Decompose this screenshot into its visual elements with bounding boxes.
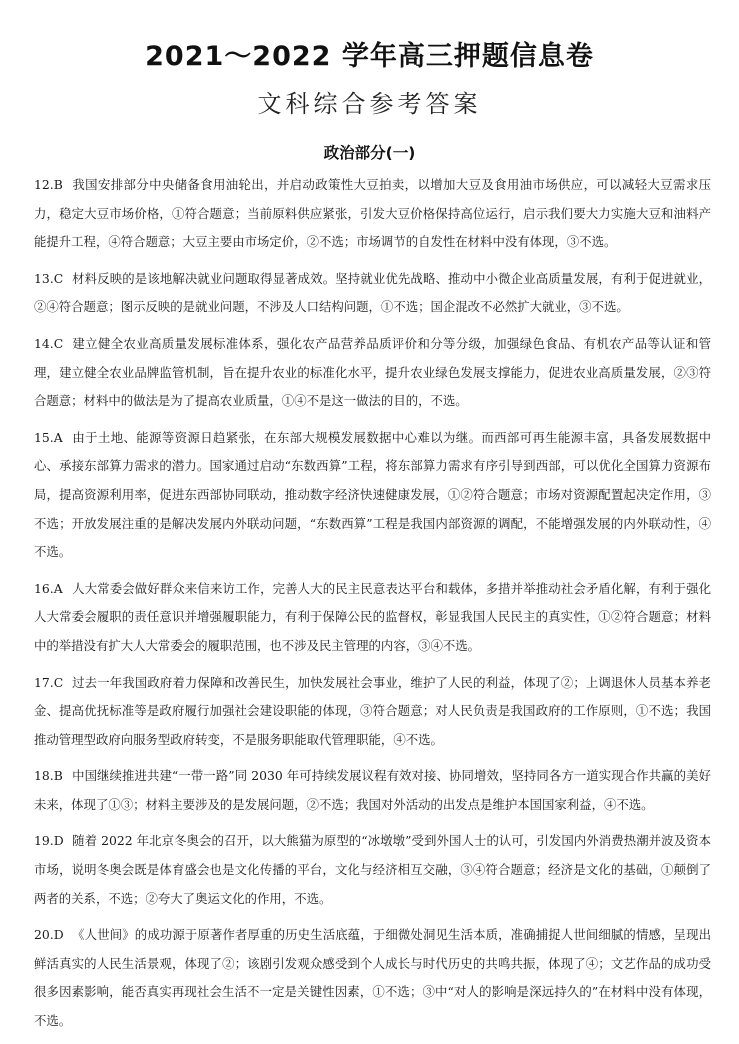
answer-explanation: 人大常委会做好群众来信来访工作，完善人大的民主民意表达平台和载体，多措并举推动社会矛盾化解，有利于强化人大常委会履职的责任意识并增强履职能力，有利于保障公民的监督权，彰显我国人民民主的真实性，①②符合题意；材料中的举措没有扩大人大常委会的履职范围，也不涉及民主管理的内容，③④不选。	[34, 580, 711, 653]
answer-list	[34, 171, 711, 1044]
answer-explanation: 中国继续推进共建“一带一路”同 2030 年可持续发展议程有效对接、协同增效，坚持同各方一道实现合作共赢的美好未来，体现了①③；材料主要涉及的是发展问题，②不选；我国对外活动的出发点是维护本国国家利益，④不选。	[34, 768, 711, 812]
answer-item	[34, 762, 711, 819]
answer-number: 19.D	[34, 833, 64, 849]
answer-item	[34, 265, 711, 322]
answer-explanation: 由于土地、能源等资源日趋紧张，在东部大规模发展数据中心难以为继。而西部可再生能源丰富，具备发展数据中心、承接东部算力需求的潜力。国家通过启动“东数西算”工程，将东部算力需求有序引导到西部，可以优化全国算力资源布局，提高资源利用率，促进东西部协同联动，推动数字经济快速健康发展，①②符合题意；市场对资源配置起决定作用，③不选；开放发展注重的是解决发展内外联动问题，“东数西算”工程是我国内部资源的调配，不能增强发展的内外联动性，④不选。	[34, 429, 711, 560]
answer-explanation: 《人世间》的成功源于原著作者厚重的历史生活底蕴，于细微处洞见生活本质，准确捕捉人世间细腻的情感，呈现出鲜活真实的人民生活景观，体现了②；该剧引发观众感受到个人成长与时代历史的共鸣共振，体现了④；文艺作品的成功受很多因素影响，能否真实再现社会生活不一定是关键性因素，①不选；③中“对人的影响是深远持久的”在材料中没有体现，不选。	[34, 927, 711, 1029]
page-title: 2021～2022 学年高三押题信息卷	[145, 41, 594, 72]
answer-number: 18.B	[34, 768, 63, 784]
answer-explanation: 过去一年我国政府着力保障和改善民生，加快发展社会事业，维护了人民的利益，体现了②；上调退休人员基本养老金、提高优抚标准等是政府履行加强社会建设职能的体现，③符合题意；对人民负责是我国政府的工作原则，①不选；我国推动管理型政府向服务型政府转变，不是服务职能取代管理职能，④不选。	[34, 674, 711, 747]
answer-number: 14.C	[34, 335, 64, 351]
answer-number: 15.A	[34, 429, 63, 445]
answer-explanation: 随着 2022 年北京冬奥会的召开，以大熊猫为原型的“冰墩墩”受到外国人士的认可，引发国内外消费热潮并波及资本市场，说明冬奥会既是体育盛会也是文化传播的平台，文化与经济相互交融，③④符合题意；经济是文化的基础，①颠倒了两者的关系，不选；②夸大了奥运文化的作用，不选。	[34, 833, 711, 906]
answer-item	[34, 669, 711, 755]
answer-number: 13.C	[34, 270, 64, 286]
answer-number: 20.D	[34, 927, 64, 943]
answer-item	[34, 424, 711, 567]
answer-number: 17.C	[34, 674, 64, 690]
answer-explanation: 我国安排部分中央储备食用油轮出，并启动政策性大豆拍卖，以增加大豆及食用油市场供应，可以减轻大豆需求压力，稳定大豆市场价格，①符合题意；当前原料供应紧张，引发大豆价格保持高位运行，启示我们要大力实施大豆和油料产能提升工程，④符合题意；大豆主要由市场定价，②不选；市场调节的自发性在材料中没有体现，③不选。	[34, 177, 711, 250]
answer-number: 12.B	[34, 177, 63, 192]
answer-item	[34, 575, 711, 661]
answer-explanation: 材料反映的是该地解决就业问题取得显著成效。坚持就业优先战略、推动中小微企业高质量发展，有利于促进就业，②④符合题意；图示反映的是就业问题，不涉及人口结构问题，①不选；国企混改不必然扩大就业，③不选。	[34, 270, 711, 315]
answer-number: 16.A	[34, 580, 63, 596]
answer-item	[34, 171, 711, 257]
answer-explanation: 建立健全农业高质量发展标准体系，强化农产品营养品质评价和分等分级，加强绿色食品、有机农产品等认证和管理，建立健全农业品牌监管机制，旨在提升农业的标准化水平，提升农业绿色发展支撑能力，促进农业高质量发展，②③符合题意；材料中的做法是为了提高农业质量，①④不是这一做法的目的，不选。	[34, 335, 711, 409]
page-subtitle: 文科综合参考答案	[257, 90, 482, 118]
section-heading: 政治部分(一)	[323, 144, 416, 162]
answer-item	[34, 827, 711, 913]
answer-item	[34, 921, 711, 1035]
answer-item	[34, 330, 711, 416]
